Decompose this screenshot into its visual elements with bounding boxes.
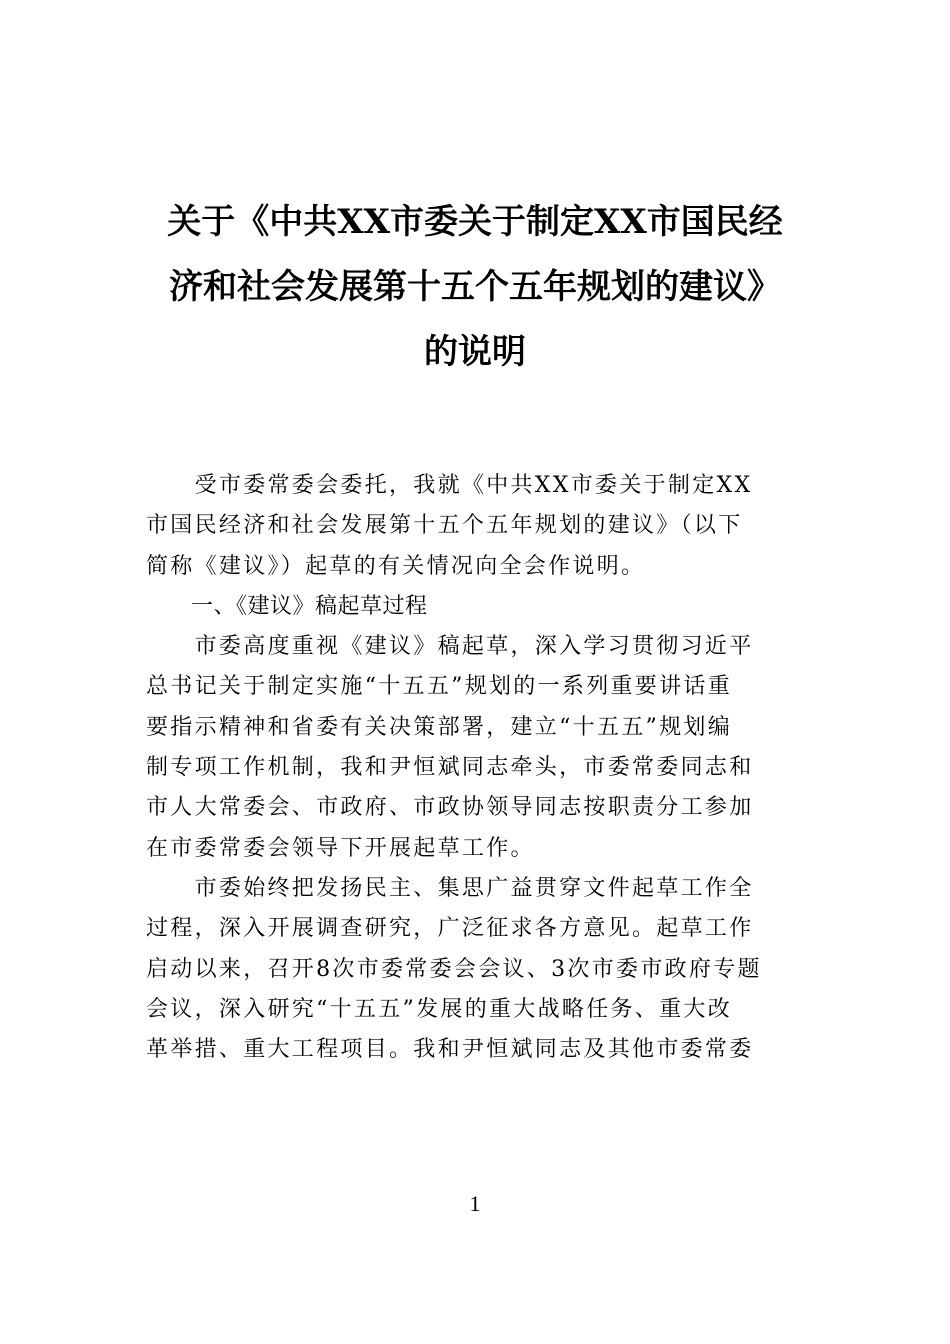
document-body [146, 466, 806, 1070]
body-line: 会议，深入研究“十五五”发展的重大战略任务、重大改 [146, 996, 732, 1022]
section-heading: 一、《建议》稿起草过程 [146, 593, 428, 619]
body-line: 简称《建议》）起草的有关情况向全会作说明。 [146, 553, 646, 579]
title-line-1: 关于《中共XX市委关于制定XX市国民经 [167, 202, 783, 242]
document-title [118, 190, 832, 385]
body-line: 革举措、重大工程项目。我和尹恒斌同志及其他市委常委 [146, 1037, 754, 1063]
body-line: 启动以来，召开8次市委常委会会议、3次市委市政府专题 [146, 956, 762, 982]
body-line: 过程，深入开展调查研究，广泛征求各方意见。起草工作 [146, 916, 754, 942]
body-line: 在市委常委会领导下开展起草工作。 [146, 835, 535, 861]
body-line: 总书记关于制定实施“十五五”规划的一系列重要讲话重 [146, 674, 732, 700]
body-line: 要指示精神和省委有关决策部署，建立“十五五”规划编 [146, 714, 732, 740]
body-line: 市委高度重视《建议》稿起草，深入学习贯彻习近平 [146, 634, 754, 660]
page-number: 1 [469, 1191, 481, 1216]
body-line: 制专项工作机制，我和尹恒斌同志牵头，市委常委同志和 [146, 755, 754, 781]
title-line-3: 的说明 [424, 332, 526, 372]
body-line: 市国民经济和社会发展第十五个五年规划的建议》（以下 [146, 513, 743, 539]
body-line: 受市委常委会委托，我就《中共XX市委关于制定XX [146, 473, 753, 498]
body-line: 市人大常委会、市政府、市政协领导同志按职责分工参加 [146, 795, 754, 821]
title-line-2: 济和社会发展第十五个五年规划的建议》 [169, 267, 781, 307]
body-line: 市委始终把发扬民主、集思广益贯穿文件起草工作全 [146, 875, 754, 901]
